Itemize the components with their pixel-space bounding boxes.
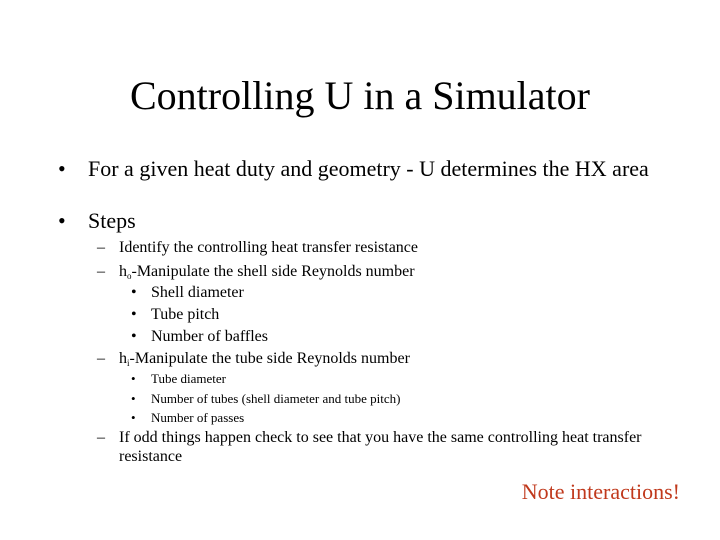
bullet-dot: • xyxy=(58,208,66,233)
tube-item-text: Tube diameter xyxy=(151,371,226,386)
tube-item xyxy=(131,408,651,428)
bullet-dot: • xyxy=(131,391,136,406)
dash-marker: – xyxy=(97,239,105,256)
step-description: -Manipulate the shell side Reynolds number xyxy=(131,263,415,280)
shell-item-text: Tube pitch xyxy=(151,306,220,323)
step-shell-side xyxy=(97,262,687,281)
bullet-text: Steps xyxy=(88,208,136,233)
step-text xyxy=(119,349,687,368)
step-odd-things xyxy=(97,428,687,466)
step-description: -Manipulate the tube side Reynolds number xyxy=(129,350,410,367)
subscript-o: o xyxy=(127,271,132,281)
variable-h: h xyxy=(119,350,127,367)
shell-item xyxy=(131,283,651,303)
step-identify xyxy=(97,238,687,257)
note-interactions: Note interactions! xyxy=(521,479,680,504)
step-text: Identify the controlling heat transfer resistance xyxy=(119,239,418,256)
bullet-heat-duty xyxy=(58,158,678,179)
shell-item-text: Number of baffles xyxy=(151,328,268,345)
tube-item xyxy=(131,389,651,409)
bullet-dot: • xyxy=(131,306,137,323)
bullet-steps xyxy=(58,210,678,231)
bullet-dot: • xyxy=(131,410,136,425)
step-tube-side xyxy=(97,349,687,368)
step-text xyxy=(119,262,687,281)
step-text: If odd things happen check to see that you have the same controlling heat transfer resistance xyxy=(119,429,642,465)
dash-marker: – xyxy=(97,429,105,446)
bullet-dot: • xyxy=(131,371,136,386)
subscript-i: i xyxy=(127,358,130,368)
bullet-dot: • xyxy=(131,328,137,345)
bullet-text: For a given heat duty and geometry - U determines the HX area xyxy=(88,156,649,181)
shell-item-text: Shell diameter xyxy=(151,284,244,301)
tube-item-text: Number of tubes (shell diameter and tube pitch) xyxy=(151,391,401,406)
bullet-dot: • xyxy=(131,284,137,301)
shell-item xyxy=(131,305,651,325)
dash-marker: – xyxy=(97,350,105,367)
dash-marker: – xyxy=(97,263,105,280)
slide-title: Controlling U in a Simulator xyxy=(130,73,590,118)
shell-item xyxy=(131,327,651,347)
bullet-dot: • xyxy=(58,156,66,181)
tube-item xyxy=(131,369,651,389)
variable-h: h xyxy=(119,263,127,280)
tube-item-text: Number of passes xyxy=(151,410,245,425)
